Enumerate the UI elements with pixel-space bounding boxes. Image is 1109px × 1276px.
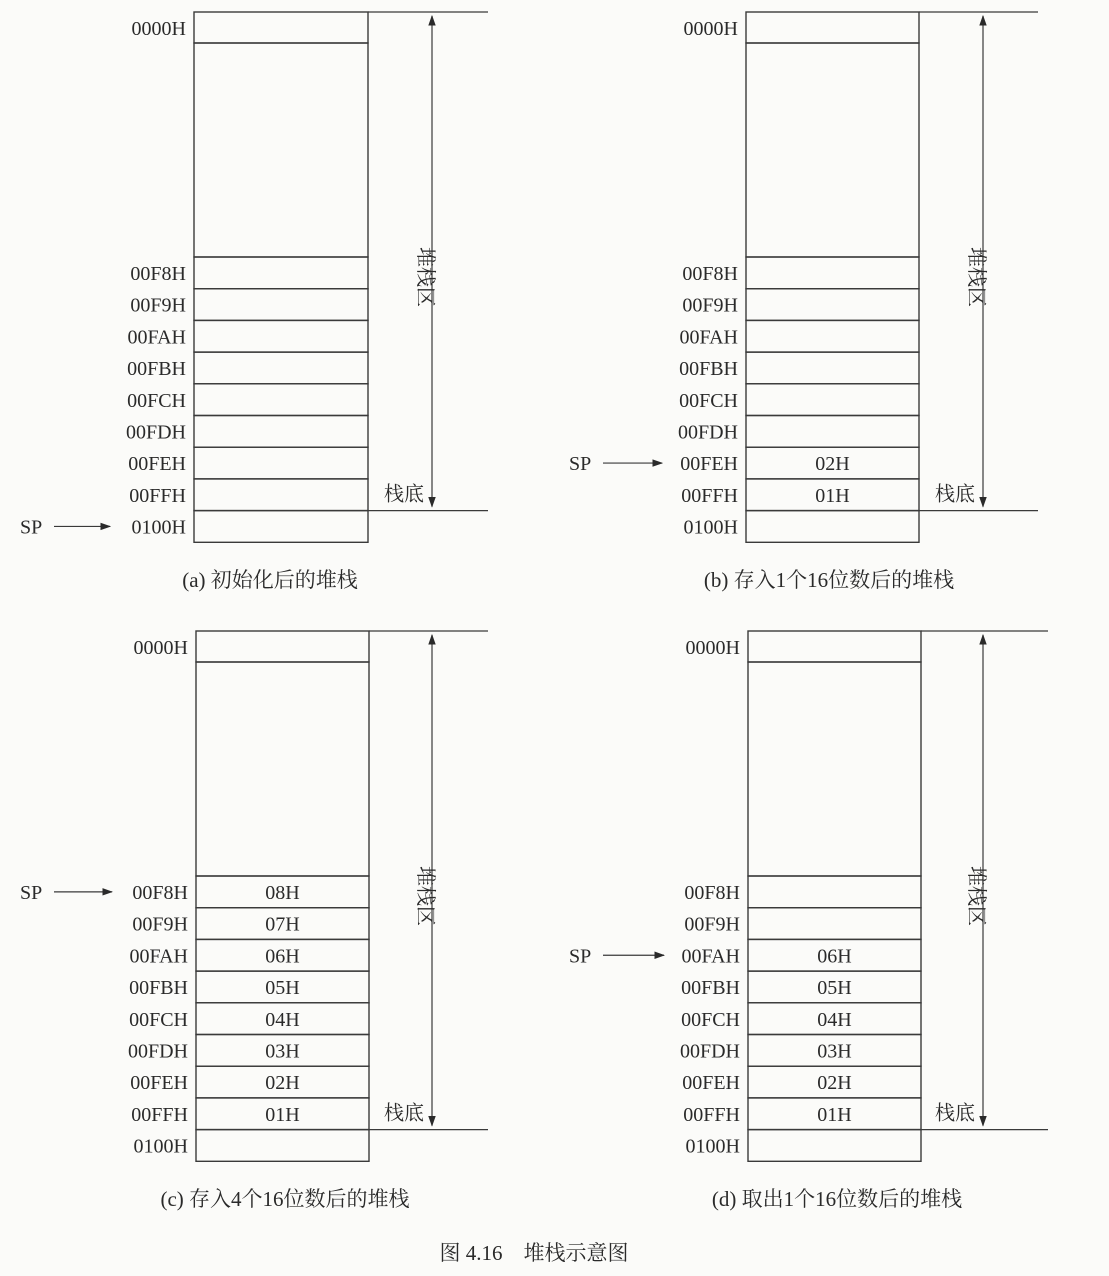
cell-value: 02H — [815, 453, 850, 476]
address-label: 00FDH — [127, 1040, 188, 1063]
memory-cell — [194, 289, 368, 321]
memory-cell — [746, 320, 919, 352]
cell-value: 07H — [265, 913, 300, 936]
memory-cell — [194, 511, 368, 543]
address-label: 0100H — [133, 1135, 188, 1158]
address-label: 00FBH — [127, 358, 186, 381]
address-label: 00FAH — [679, 326, 738, 349]
cell-value: 02H — [817, 1072, 852, 1095]
cell-value: 05H — [817, 977, 852, 1000]
memory-cell — [746, 289, 919, 321]
address-label: 00FDH — [677, 421, 738, 444]
address-label: 00FAH — [681, 945, 740, 968]
panel-caption: (d) 取出1个16位数后的堆栈 — [711, 1187, 963, 1211]
cell-value: 01H — [817, 1103, 852, 1126]
stack-panel — [20, 12, 488, 592]
address-label: 0100H — [685, 1135, 740, 1158]
cell-value: 03H — [265, 1040, 300, 1063]
address-label: 00FCH — [679, 389, 738, 412]
memory-cell — [746, 511, 919, 543]
stack-bottom-label: 栈底 — [935, 483, 975, 506]
address-label: 00F8H — [682, 263, 738, 285]
memory-cell — [748, 1130, 921, 1162]
address-label: 0000H — [685, 637, 740, 659]
address-label: 00FCH — [127, 389, 186, 412]
address-label: 00FBH — [129, 977, 188, 1000]
figure-caption: 图 4.16 堆栈示意图 — [439, 1241, 629, 1265]
memory-cell — [746, 384, 919, 416]
address-label: 00FDH — [125, 421, 186, 444]
cell-value: 04H — [265, 1008, 300, 1031]
address-label: 00F9H — [132, 913, 188, 936]
address-label: 00FEH — [128, 453, 186, 476]
address-label: 00FBH — [681, 977, 740, 1000]
sp-label: SP — [20, 516, 43, 539]
memory-cell — [194, 257, 368, 289]
address-label: 0100H — [683, 516, 738, 539]
memory-cell — [748, 908, 921, 940]
address-label: 00F9H — [130, 294, 186, 317]
memory-block — [194, 43, 368, 257]
memory-cell — [194, 384, 368, 416]
stack-panel — [20, 631, 488, 1211]
memory-cell-top — [746, 12, 919, 43]
memory-cell — [746, 257, 919, 289]
address-label: 00FFH — [683, 1103, 740, 1126]
cell-value: 02H — [265, 1072, 300, 1095]
address-label: 00FEH — [682, 1072, 740, 1095]
address-label: 00FBH — [679, 358, 738, 381]
address-label: 00F8H — [132, 882, 188, 904]
stack-panel — [569, 12, 1038, 592]
memory-cell — [746, 352, 919, 384]
memory-cell — [746, 416, 919, 448]
cell-value: 03H — [817, 1040, 852, 1063]
address-label: 0100H — [131, 516, 186, 539]
memory-cell-top — [194, 12, 368, 43]
stack-area-label: 堆栈区 — [965, 247, 987, 307]
cell-value: 08H — [265, 882, 300, 904]
memory-block — [746, 43, 919, 257]
stack-bottom-label: 栈底 — [935, 1102, 975, 1125]
stack-area-label: 堆栈区 — [965, 866, 987, 926]
memory-cell — [194, 447, 368, 479]
address-label: 00FAH — [129, 945, 188, 968]
memory-cell — [194, 320, 368, 352]
address-label: 00FDH — [679, 1040, 740, 1063]
address-label: 00F8H — [684, 882, 740, 904]
cell-value: 01H — [815, 484, 850, 507]
stack-bottom-label: 栈底 — [384, 483, 424, 506]
panel-caption: (b) 存入1个16位数后的堆栈 — [703, 568, 955, 592]
address-label: 00FEH — [130, 1072, 188, 1095]
memory-block — [196, 662, 369, 876]
memory-cell — [194, 479, 368, 511]
address-label: 00F9H — [682, 294, 738, 317]
sp-label: SP — [569, 945, 592, 968]
address-label: 0000H — [683, 18, 738, 40]
panel-caption: (c) 存入4个16位数后的堆栈 — [160, 1187, 410, 1211]
cell-value: 05H — [265, 977, 300, 1000]
cell-value: 04H — [817, 1008, 852, 1031]
address-label: 00FAH — [127, 326, 186, 349]
stack-bottom-label: 栈底 — [384, 1102, 424, 1125]
address-label: 00FCH — [129, 1008, 188, 1031]
memory-cell-top — [196, 631, 369, 662]
address-label: 0000H — [131, 18, 186, 40]
address-label: 0000H — [133, 637, 188, 659]
address-label: 00FEH — [680, 453, 738, 476]
stack-panel — [569, 631, 1048, 1211]
sp-label: SP — [569, 453, 592, 476]
address-label: 00FFH — [681, 484, 738, 507]
stack-area-label: 堆栈区 — [414, 866, 436, 926]
memory-cell-top — [748, 631, 921, 662]
memory-cell — [194, 416, 368, 448]
panel-caption: (a) 初始化后的堆栈 — [182, 568, 358, 592]
sp-label: SP — [20, 881, 43, 904]
cell-value: 01H — [265, 1103, 300, 1126]
cell-value: 06H — [265, 945, 300, 968]
memory-cell — [748, 876, 921, 908]
address-label: 00FFH — [131, 1103, 188, 1126]
memory-cell — [194, 352, 368, 384]
address-label: 00F8H — [130, 263, 186, 285]
memory-cell — [196, 1130, 369, 1162]
address-label: 00FFH — [129, 484, 186, 507]
stack-area-label: 堆栈区 — [414, 247, 436, 307]
address-label: 00FCH — [681, 1008, 740, 1031]
memory-block — [748, 662, 921, 876]
address-label: 00F9H — [684, 913, 740, 936]
cell-value: 06H — [817, 945, 852, 968]
